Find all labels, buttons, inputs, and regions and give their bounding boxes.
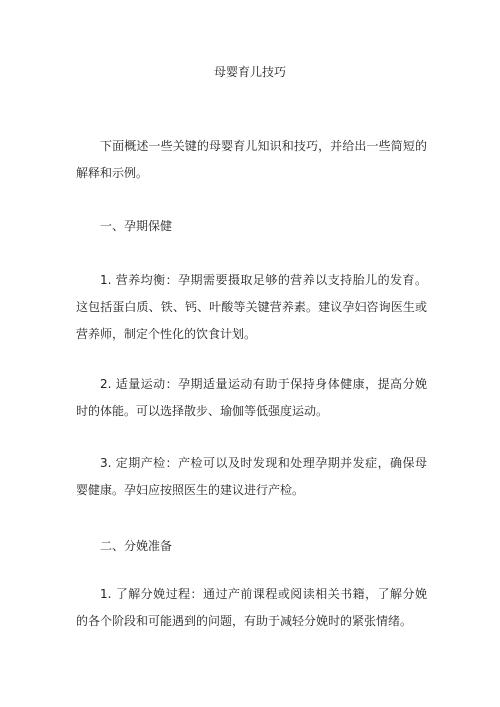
- paragraph-nutrition: 1. 营养均衡：孕期需要摄取足够的营养以支持胎儿的发育。这包括蛋白质、铁、钙、叶酸等关键营养素。建议孕妇咨询医生或营养师，制定个性化的饮食计划。: [76, 273, 427, 341]
- paragraph-understand-delivery: 1. 了解分娩过程：通过产前课程或阅读相关书籍，了解分娩的各个阶段和可能遇到的问题，有助于减轻分娩时的紧张情绪。: [76, 587, 427, 628]
- paragraph-exercise: 2. 适量运动：孕期适量运动有助于保持身体健康，提高分娩时的体能。可以选择散步、瑜伽等低强度运动。: [76, 377, 427, 418]
- document-title: 母婴育儿技巧: [213, 65, 286, 79]
- section-heading-delivery-prep: 二、分娩准备: [100, 539, 173, 553]
- intro-paragraph: 下面概述一些关键的母婴育儿知识和技巧，并给出一些简短的解释和示例。: [76, 139, 427, 180]
- section-heading-prenatal-care: 一、孕期保健: [100, 219, 173, 233]
- paragraph-checkups: 3. 定期产检：产检可以及时发现和处理孕期并发症，确保母婴健康。孕妇应按照医生的建议进行产检。: [76, 456, 427, 497]
